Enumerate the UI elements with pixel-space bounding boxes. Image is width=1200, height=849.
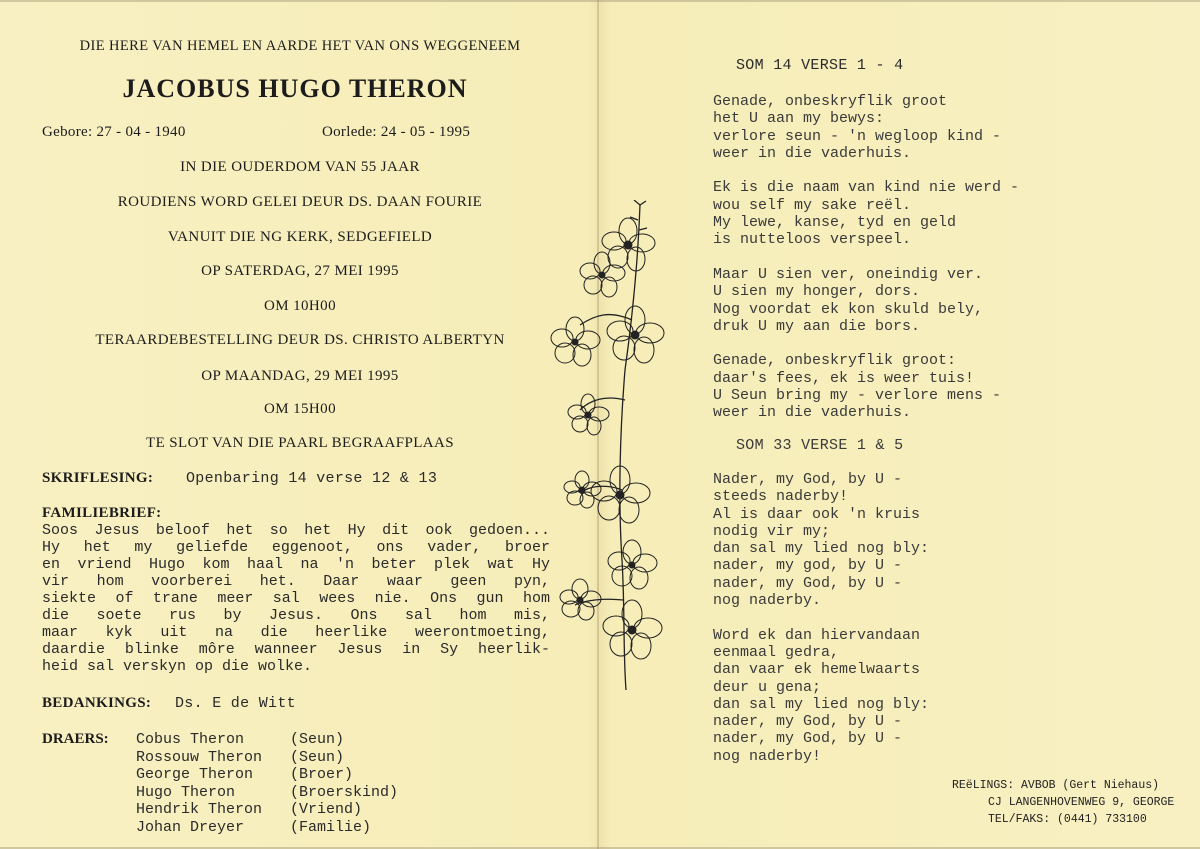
verse-line: druk U my aan die bors.: [713, 317, 921, 335]
header-line: DIE HERE VAN HEMEL EN AARDE HET VAN ONS WEGGENEEM: [79, 38, 521, 54]
verse-line: Maar U sien ver, oneindig ver.: [713, 265, 984, 283]
blossom-branch-illustration: [540, 200, 670, 700]
service-time: OM 10H00: [264, 298, 336, 314]
verse-line: daar's fees, ek is weer tuis!: [713, 369, 975, 387]
burial-officiant: TERAARDEBESTELLING DEUR DS. CHRISTO ALBERTYN: [95, 332, 505, 348]
thanks-label: BEDANKINGS:: [42, 695, 152, 711]
family-letter: [42, 522, 550, 675]
thanks-value: Ds. E de Witt: [175, 695, 296, 712]
bearer-relation: (Vriend): [290, 801, 363, 818]
verse-line: Ek is die naam van kind nie werd -: [713, 179, 1020, 197]
burial-place: TE SLOT VAN DIE PAARL BEGRAAFPLAAS: [146, 435, 454, 451]
letter-line: en vriend Hugo kom haal na 'n beter plek wat Hy: [42, 556, 550, 573]
phone-line: TEL/FAKS: (0441) 733100: [988, 813, 1147, 826]
birth-date: Gebore: 27 - 04 - 1940: [42, 124, 186, 140]
letter-line: die soete rus by Jesus. Ons sal hom mis,: [42, 607, 550, 624]
bearer-name: Hugo Theron: [136, 783, 236, 801]
verse-line: is nutteloos verspeel.: [713, 231, 912, 249]
bearers-list: [42, 731, 398, 836]
verse-line: U Seun bring my - verlore mens -: [713, 387, 1002, 405]
verse-line: dan sal my lied nog bly:: [713, 540, 930, 558]
verse-line: [713, 249, 1019, 266]
verse-line: wou self my sake reël.: [713, 196, 912, 214]
bearer-name: Cobus Theron: [136, 731, 245, 748]
letter-line: maar kyk uit na die heerlike weerontmoeting,: [42, 624, 550, 641]
verse-line: nader, my God, by U -: [713, 574, 903, 592]
verse-line: dan sal my lied nog bly:: [713, 695, 930, 713]
reading-label: SKRIFLESING:: [42, 470, 154, 486]
verse-line: nog naderby.: [713, 592, 822, 610]
verse-line: Nader, my God, by U -: [713, 471, 903, 488]
bearer-name: Johan Dreyer: [136, 818, 245, 836]
verse-line: eenmaal gedra,: [713, 643, 840, 661]
service-date: OP SATERDAG, 27 MEI 1995: [201, 263, 399, 279]
bearer-relation: (Familie): [290, 818, 372, 836]
psalm-33-title: SOM 33 VERSE 1 & 5: [736, 437, 904, 454]
bearer-name: Rossouw Theron: [136, 748, 263, 766]
age-line: IN DIE OUDERDOM VAN 55 JAAR: [180, 159, 420, 175]
psalm-14-text: [713, 93, 1019, 422]
family-letter-label: FAMILIEBRIEF:: [42, 505, 162, 521]
psalm-33-text: [713, 471, 929, 765]
verse-line: Al is daar ook 'n kruis: [713, 505, 921, 523]
bearer-relation: (Broer): [290, 766, 354, 783]
burial-time: OM 15H00: [264, 401, 336, 417]
service-location: VANUIT DIE NG KERK, SEDGEFIELD: [167, 229, 433, 245]
reading-value: Openbaring 14 verse 12 & 13: [186, 470, 438, 487]
verse-line: nader, my God, by U -: [713, 730, 903, 748]
bearer-relation: (Seun): [290, 731, 345, 748]
verse-line: Genade, onbeskryflik groot:: [713, 352, 957, 370]
letter-line: vir hom voorberei het. Daar waar geen pyn,: [42, 573, 550, 590]
service-officiant: ROUDIENS WORD GELEI DEUR DS. DAAN FOURIE: [117, 194, 483, 210]
verse-line: My lewe, kanse, tyd en geld: [713, 214, 957, 232]
verse-line: het U aan my bewys:: [713, 110, 885, 128]
psalm-14-title: SOM 14 VERSE 1 - 4: [736, 57, 904, 74]
bearer-name: George Theron: [136, 766, 254, 783]
verse-line: weer in die vaderhuis.: [713, 144, 912, 162]
verse-line: verlore seun - 'n wegloop kind -: [713, 127, 1002, 145]
letter-line: siekte of trane meer sal wees nie. Ons gun hom: [42, 590, 550, 607]
verse-line: [713, 335, 1019, 352]
verse-line: nader, my god, by U -: [713, 557, 903, 575]
verse-line: nodig vir my;: [713, 522, 831, 540]
verse-line: Genade, onbeskryflik groot: [713, 93, 948, 110]
verse-line: Word ek dan hiervandaan: [713, 626, 921, 644]
verse-line: [713, 162, 1019, 179]
arrangements-line: REëLINGS: AVBOB (Gert Niehaus): [952, 779, 1160, 792]
verse-line: weer in die vaderhuis.: [713, 404, 912, 422]
death-date: Oorlede: 24 - 05 - 1995: [322, 124, 471, 140]
bearer-name: Hendrik Theron: [136, 801, 263, 818]
verse-line: deur u gena;: [713, 678, 822, 696]
address-line: CJ LANGENHOVENWEG 9, GEORGE: [988, 796, 1175, 809]
verse-line: dan vaar ek hemelwaarts: [713, 661, 921, 679]
bearer-relation: (Seun): [290, 748, 345, 766]
letter-line: Soos Jesus beloof het so het Hy dit ook gedoen...: [42, 522, 550, 539]
funeral-arrangements-footer: [952, 777, 1174, 828]
letter-line: heid sal verskyn op die wolke.: [42, 658, 313, 675]
letter-line: Hy het my geliefde eggenoot, ons vader, broer: [42, 539, 550, 556]
blossom-group: [551, 218, 664, 659]
verse-line: nader, my God, by U -: [713, 713, 903, 731]
letter-line: daardie blinke môre wanneer Jesus in Sy heerlik-: [42, 641, 550, 658]
bearer-relation: (Broerskind): [290, 783, 399, 801]
verse-line: steeds naderby!: [713, 488, 849, 506]
verse-line: Nog voordat ek kon skuld bely,: [713, 300, 984, 318]
burial-date: OP MAANDAG, 29 MEI 1995: [201, 368, 399, 384]
verse-line: U sien my honger, dors.: [713, 283, 921, 301]
deceased-name: JACOBUS HUGO THERON: [122, 74, 468, 103]
verse-line: nog naderby!: [713, 747, 822, 765]
bearers-label: DRAERS:: [42, 731, 109, 747]
verse-line: [713, 609, 929, 626]
